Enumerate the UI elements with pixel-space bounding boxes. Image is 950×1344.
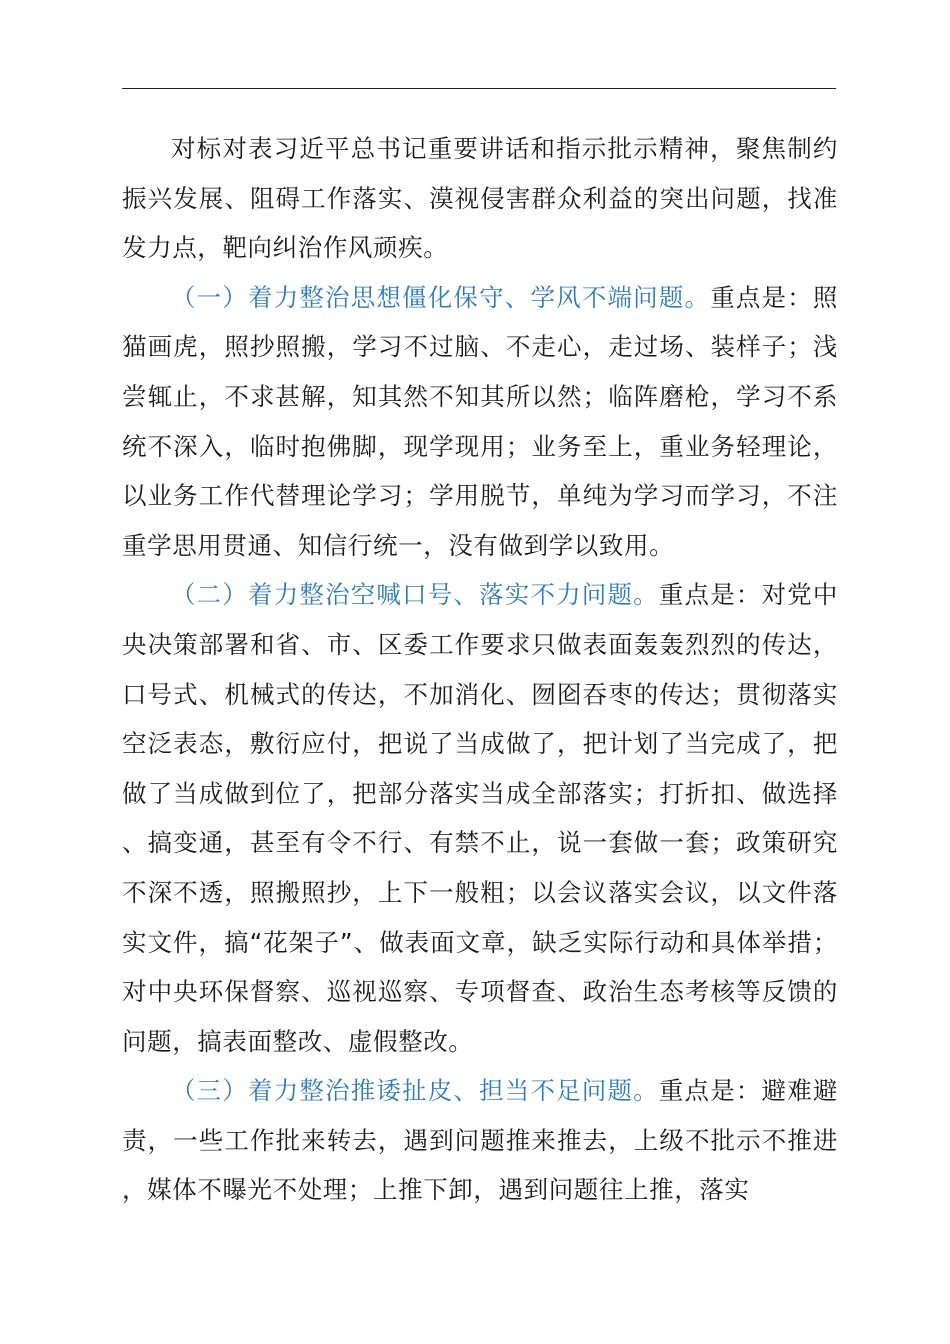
section-3-heading: （三）着力整治推诿扯皮、担当不足问题。 — [171, 1076, 659, 1106]
section-3-body: 重点是：避难避责，一些工作批来转去，遇到问题推来推去，上级不批示不推进，媒体不曝光不处理；上推下卸，遇到问题往上推，落实 — [122, 1076, 838, 1205]
document-body — [122, 124, 838, 1215]
section-1-paragraph — [122, 273, 838, 571]
intro-paragraph: 对标对表习近平总书记重要讲话和指示批示精神，聚焦制约振兴发展、阻碍工作落实、漠视侵害群众利益的突出问题，找准发力点，靶向纠治作风顽疾。 — [122, 134, 838, 263]
section-2-body: 重点是：对党中央决策部署和省、市、区委工作要求只做表面轰轰烈烈的传达，口号式、机械式的传达，不加消化、囫囵吞枣的传达；贯彻落实空泛表态，敷衍应付，把说了当成做了，把计划了当完成了，把做了当成做到位了，把部分落实当成全部落实；打折扣、做选择、搞变通，甚至有令不行、有禁不止，说一套做一套；政策研究不深不透，照搬照抄，上下一般粗；以会议落实会议，以文件落实文件，搞“花架子”、做表面文章，缺乏实际行动和具体举措；对中央环保督察、巡视巡察、专项督查、政治生态考核等反馈的问题，搞表面整改、虚假整改。 — [122, 580, 838, 1056]
section-3-paragraph — [122, 1066, 838, 1215]
header-rule — [122, 88, 836, 89]
section-2-heading: （二）着力整治空喊口号、落实不力问题。 — [171, 580, 659, 610]
section-1-body: 重点是：照猫画虎，照抄照搬，学习不过脑、不走心，走过场、装样子；浅尝辄止，不求甚解，知其然不知其所以然；临阵磨枪，学习不系统不深入，临时抱佛脚，现学现用；业务至上，重业务轻理论，以业务工作代替理论学习；学用脱节，单纯为学习而学习，不注重学思用贯通、知信行统一，没有做到学以致用。 — [122, 282, 838, 560]
section-2-paragraph — [122, 570, 838, 1066]
section-1-heading: （一）着力整治思想僵化保守、学风不端问题。 — [171, 282, 711, 312]
